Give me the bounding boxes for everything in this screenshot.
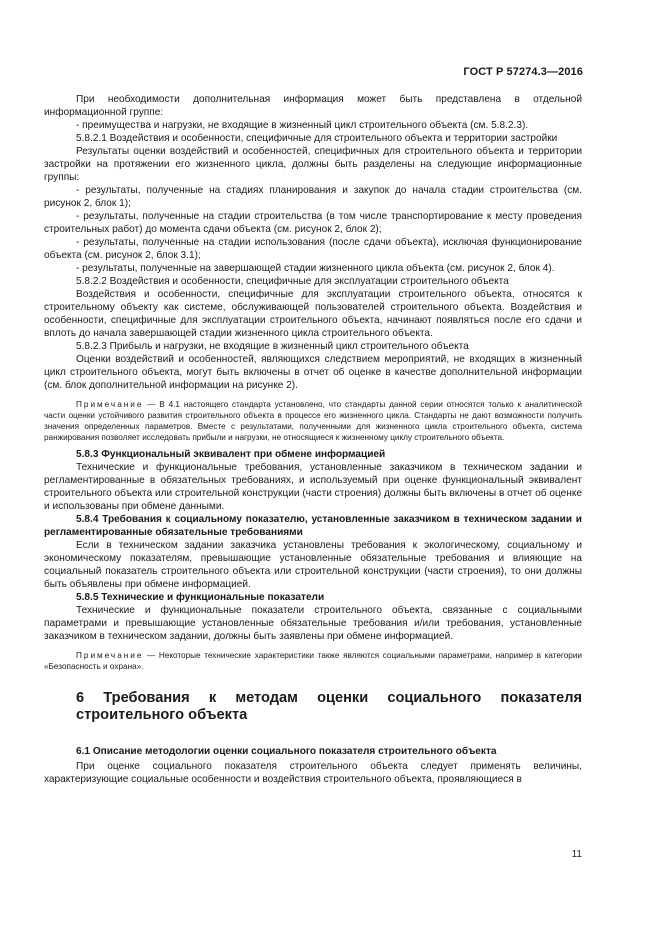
subsection-heading: 6.1 Описание методологии оценки социального показателя строительного объекта [76,746,497,757]
note-label: Примечание [76,400,144,409]
note-label: Примечание [76,651,144,660]
clause-heading: 5.8.3 Функциональный эквивалент при обмене информацией [76,449,386,460]
list-item: - результаты, полученные на завершающей стадии жизненного цикла объекта (см. рисунок 2, блок 4). [76,263,555,274]
clause-heading: 5.8.5 Технические и функциональные показатели [76,592,325,603]
paragraph: Технические и функциональные показатели строительного объекта, связанные с социальными параметрами и превышающие установленные обязательные требования и/или требования, установленные заказчиком в техническом задании, должны быть заявлены при обмене информацией. [44,605,582,642]
list-item: - результаты, полученные на стадиях планирования и закупок до начала стадии строительства (см. рисунок 2, блок 1); [44,185,582,209]
list-item: - результаты, полученные на стадии строительства (в том числе транспортирование к месту проведения строительных работ) до момента сдачи объекта (см. рисунок 2, блок 2); [44,211,582,235]
paragraph: Воздействия и особенности, специфичные для эксплуатации строительного объекта, относятся к строительному объекту как системе, обслуживающей пользователей строительного объекта. Воздействия и особенности, специфичные для эксплуатации строительного объекта, начинают появляться после его сдачи и вплоть до начала завершающей стадии жизненного цикла строительного объекта. [44,289,582,339]
document-body [44,93,582,786]
list-item: - преимущества и нагрузки, не входящие в жизненный цикл строительного объекта (см. 5.8.2.3). [76,120,529,131]
paragraph: Технические и функциональные требования, установленные заказчиком в техническом задании и регламентированные в обязательных требованиях, и используемый при оценке функциональный эквивалент строительного объекта или строительной конструкции (части строения) должны быть включены в отчет об оценке и использованы при обмене данными. [44,462,582,512]
section-heading: 6 Требования к методам оценки социального показателя строительного объекта [76,690,582,723]
page-number: 11 [571,849,582,860]
note [44,399,582,443]
clause-heading: 5.8.2.1 Воздействия и особенности, специфичные для строительного объекта и территории застройки [76,133,558,144]
note-text: — Некоторые технические характеристики также являются социальными параметрами, например в категории «Безопасность и охрана». [44,651,582,671]
list-item: - результаты, полученные на стадии использования (после сдачи объекта), исключая функционирование объекта (см. рисунок 2, блок 3.1); [44,237,582,261]
clause-heading: 5.8.2.3 Прибыль и нагрузки, не входящие в жизненный цикл строительного объекта [76,341,469,352]
paragraph: Результаты оценки воздействий и особенностей, специфичных для строительного объекта и территории застройки на протяжении его жизненного цикла, должны быть разделены на следующие информационные группы: [44,146,582,183]
note-text: — В 4.1 настоящего стандарта установлено, что стандарты данной серии относятся только к аналитической части оценки устойчивого развития строительного объекта в процессе его жизненного цикла. Стандарты не дают возможности получить значения определенных параметров. Вместе с результатами, полученными для жизненного цикла строительного объекта, система ранжирования позволяет исследовать прибыли и нагрузки, не относящиеся к жизненному циклу строительного объекта. [44,400,582,442]
document-header: ГОСТ Р 57274.3—2016 [463,66,583,78]
note [44,650,582,672]
paragraph: При оценке социального показателя строительного объекта следует применять величины, характеризующие социальные особенности и воздействия строительного объекта, проявляющиеся в [44,761,582,785]
clause-heading: 5.8.4 Требования к социальному показателю, установленные заказчиком в техническом задании и регламентированные обязательные требованиями [44,514,582,538]
paragraph: Оценки воздействий и особенностей, являющихся следствием мероприятий, не входящих в жизненный цикл строительного объекта, могут быть включены в отчет об оценке в качестве дополнительной информации (см. блок дополнительной информации на рисунке 2). [44,354,582,391]
clause-heading: 5.8.2.2 Воздействия и особенности, специфичные для эксплуатации строительного объекта [76,276,509,287]
paragraph: Если в техническом задании заказчика установлены требования к экологическому, социальному и экономическому показателям, превышающие установленные обязательные требования и влияющие на социальный показатель строительного объекта или строительной конструкции (части строения), то они должны быть объявлены при обмене информацией. [44,540,582,590]
paragraph: При необходимости дополнительная информация может быть представлена в отдельной информационной группе: [44,94,582,118]
